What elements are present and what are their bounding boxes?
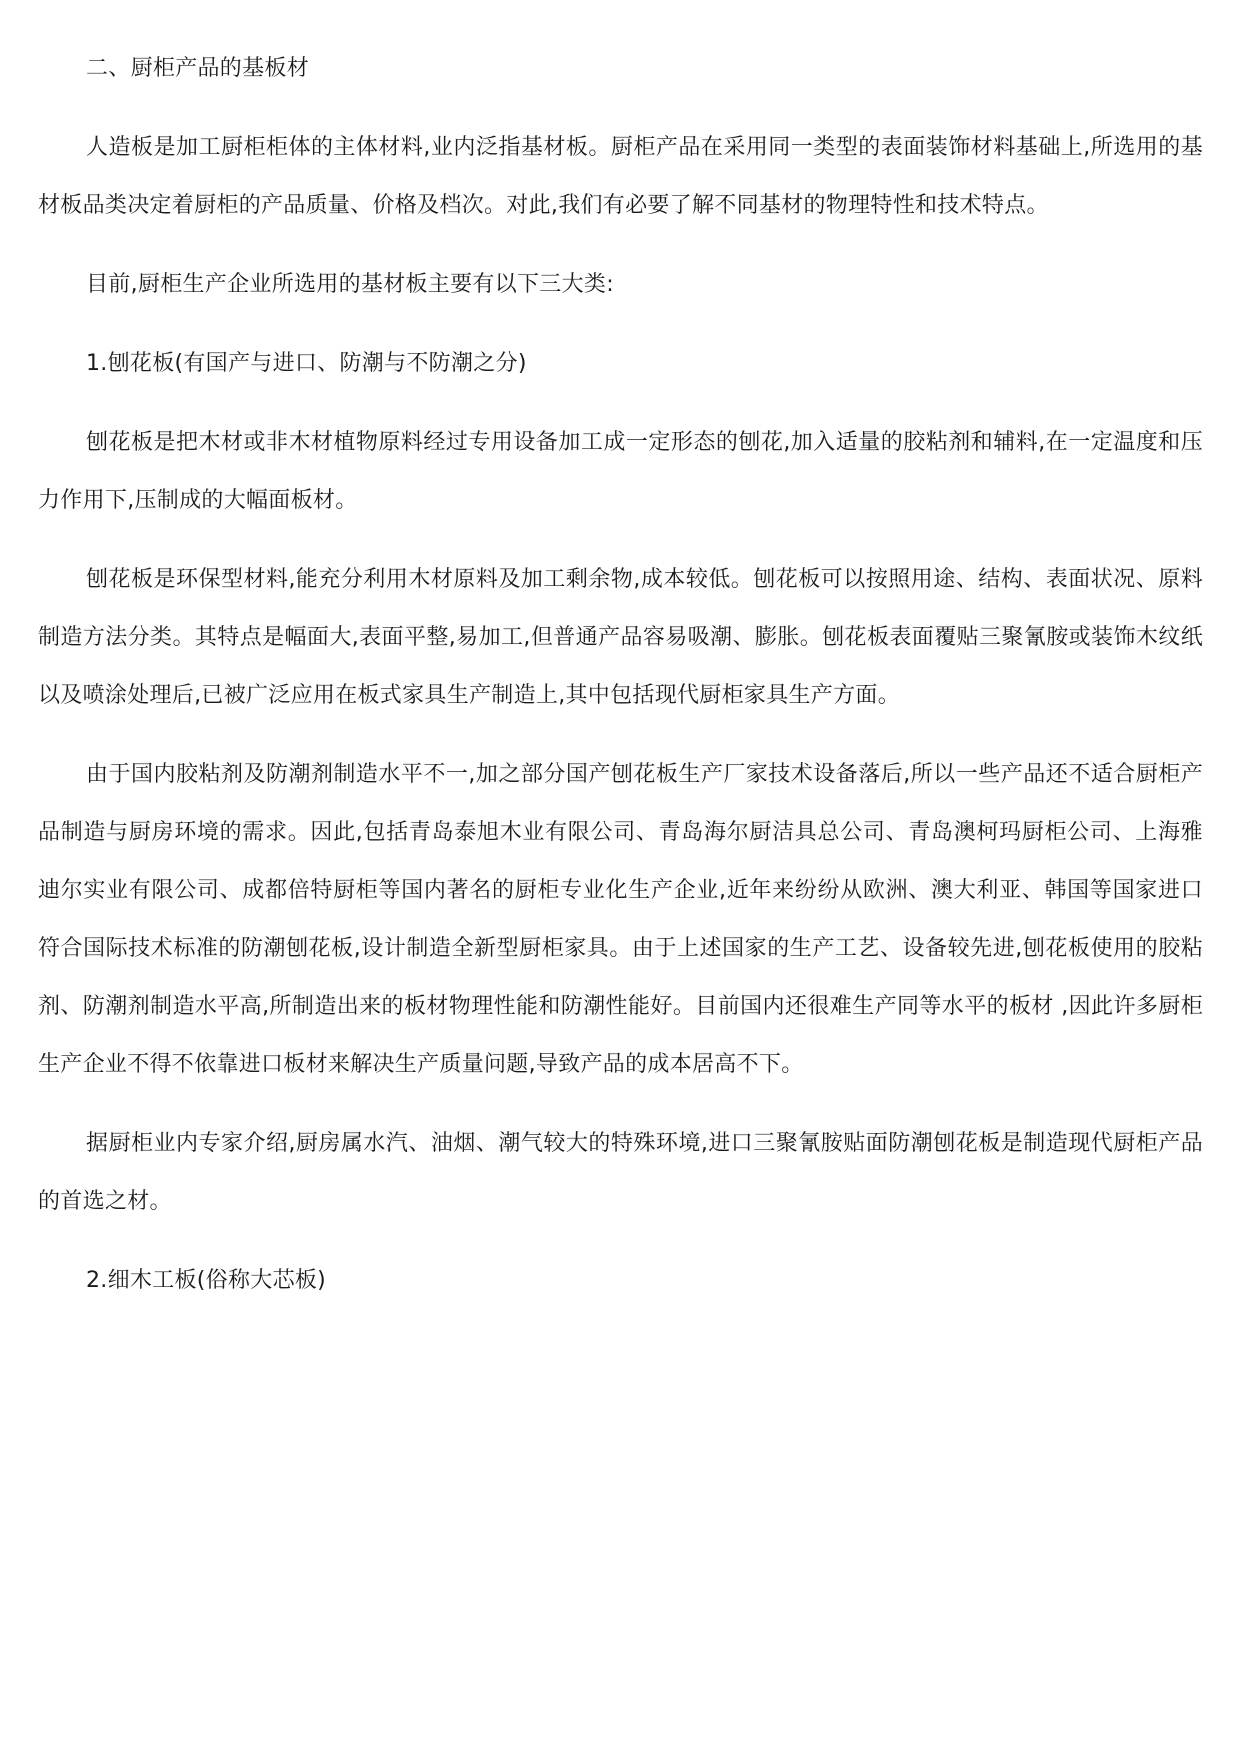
subheading-blockboard: 2.细木工板(俗称大芯板) bbox=[86, 1268, 327, 1293]
document-body bbox=[38, 40, 1203, 1331]
paragraph-particleboard-features: 刨花板是环保型材料,能充分利用木材原料及加工剩余物,成本较低。刨花板可以按照用途、结构、表面状况、原料制造方法分类。其特点是幅面大,表面平整,易加工,但普通产品容易吸潮、膨胀。刨花板表面覆贴三聚氰胺或装饰木纹纸以及喷涂处理后,已被广泛应用在板式家具生产制造上,其中包括现代厨柜家具生产方面。 bbox=[38, 567, 1203, 708]
paragraph-intro: 人造板是加工厨柜柜体的主体材料,业内泛指基材板。厨柜产品在采用同一类型的表面装饰材料基础上,所选用的基材板品类决定着厨柜的产品质量、价格及档次。对此,我们有必要了解不同基材的物理特性和技术特点。 bbox=[38, 135, 1203, 218]
subheading-particleboard: 1.刨花板(有国产与进口、防潮与不防潮之分) bbox=[86, 351, 527, 376]
paragraph-particleboard-definition: 刨花板是把木材或非木材植物原料经过专用设备加工成一定形态的刨花,加入适量的胶粘剂和辅料,在一定温度和压力作用下,压制成的大幅面板材。 bbox=[38, 430, 1203, 513]
paragraph-expert-opinion: 据厨柜业内专家介绍,厨房属水汽、油烟、潮气较大的特殊环境,进口三聚氰胺贴面防潮刨花板是制造现代厨柜产品的首选之材。 bbox=[38, 1131, 1203, 1214]
paragraph-domestic-issues: 由于国内胶粘剂及防潮剂制造水平不一,加之部分国产刨花板生产厂家技术设备落后,所以一些产品还不适合厨柜产品制造与厨房环境的需求。因此,包括青岛泰旭木业有限公司、青岛海尔厨洁具总公司、青岛澳柯玛厨柜公司、上海雅迪尔实业有限公司、成都倍特厨柜等国内著名的厨柜专业化生产企业,近年来纷纷从欧洲、澳大利亚、韩国等国家进口符合国际技术标准的防潮刨花板,设计制造全新型厨柜家具。由于上述国家的生产工艺、设备较先进,刨花板使用的胶粘剂、防潮剂制造水平高,所制造出来的板材物理性能和防潮性能好。目前国内还很难生产同等水平的板材 ,因此许多厨柜生产企业不得不依靠进口板材来解决生产质量问题,导致产品的成本居高不下。 bbox=[38, 762, 1203, 1077]
section-title: 二、厨柜产品的基板材 bbox=[86, 56, 310, 81]
paragraph-categories: 目前,厨柜生产企业所选用的基材板主要有以下三大类: bbox=[86, 272, 614, 297]
